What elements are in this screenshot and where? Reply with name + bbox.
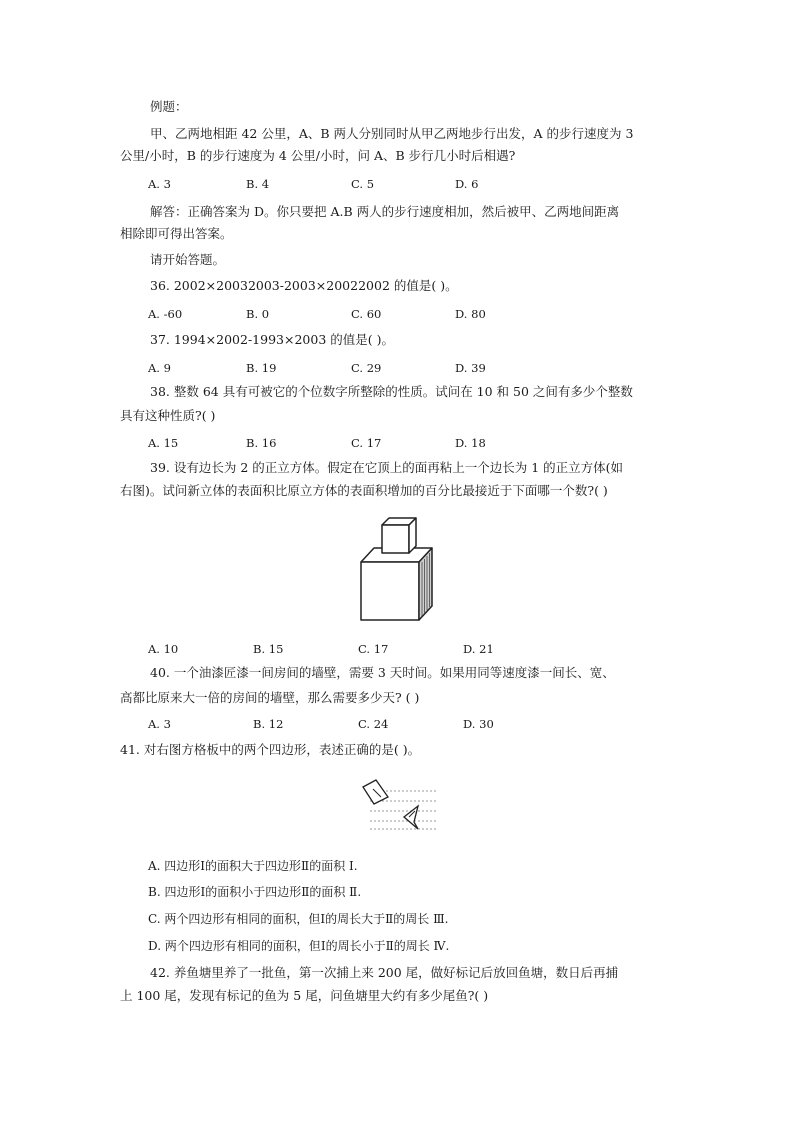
question-39-options xyxy=(148,641,668,657)
example-question-line1: 甲、乙两地相距 42 公里，A、B 两人分别同时从甲乙两地步行出发，A 的步行速度为 3 xyxy=(150,126,634,141)
question-41-option-c: C. 两个四边形有相同的面积，但Ⅰ的周长大于Ⅱ的周长 Ⅲ. xyxy=(148,912,449,926)
option-d: D. 80 xyxy=(455,307,486,321)
question-38-options xyxy=(148,435,668,451)
option-b: B. 19 xyxy=(246,361,277,375)
option-c: C. 29 xyxy=(351,361,382,375)
question-42-line2: 上 100 尾，发现有标记的鱼为 5 尾，问鱼塘里大约有多少尾鱼?( ) xyxy=(120,988,489,1003)
option-c: C. 60 xyxy=(351,307,382,321)
option-c: C. 17 xyxy=(351,436,382,450)
option-d: D. 21 xyxy=(463,642,494,656)
option-b: B. 15 xyxy=(253,642,284,656)
example-options xyxy=(148,176,668,192)
option-a: A. 15 xyxy=(148,436,179,450)
question-40-options xyxy=(148,716,668,732)
quadrilateral-two xyxy=(404,806,418,829)
example-heading: 例题： xyxy=(150,99,188,114)
question-42-line1: 42. 养鱼塘里养了一批鱼，第一次捕上来 200 尾，做好标记后放回鱼塘，数日后再捕 xyxy=(150,965,619,980)
option-a: A. 9 xyxy=(148,361,171,375)
question-41-option-b: B. 四边形Ⅰ的面积小于四边形Ⅱ的面积 Ⅱ. xyxy=(148,885,362,899)
start-prompt: 请开始答题。 xyxy=(150,252,226,267)
large-cube-front-face xyxy=(361,562,419,620)
option-d: D. 18 xyxy=(455,436,486,450)
question-38-line2: 具有这种性质?( ) xyxy=(120,408,216,423)
option-a: A. 10 xyxy=(148,642,179,656)
small-cube-side-face xyxy=(409,518,416,553)
option-c: C. 17 xyxy=(358,642,389,656)
question-37: 37. 1994×2002-1993×2003 的值是( )。 xyxy=(150,332,394,347)
grid-quadrilaterals-figure xyxy=(360,777,440,833)
stacked-cubes-figure xyxy=(352,512,436,624)
question-37-options xyxy=(148,360,668,376)
option-d: D. 30 xyxy=(463,717,494,731)
question-38-line1: 38. 整数 64 具有可被它的个位数字所整除的性质。试问在 10 和 50 之间有多少个整数 xyxy=(150,384,633,399)
large-cube-side-face xyxy=(419,548,432,620)
option-d: D. 6 xyxy=(455,177,479,191)
question-36-options xyxy=(148,306,668,322)
question-36: 36. 2002×20032003-2003×20022002 的值是( )。 xyxy=(150,278,458,293)
question-40-line1: 40. 一个油漆匠漆一间房间的墙壁，需要 3 天时间。如果用同等速度漆一间长、宽、 xyxy=(150,665,615,680)
option-a: A. 3 xyxy=(148,177,171,191)
question-39-line1: 39. 设有边长为 2 的正立方体。假定在它顶上的面再粘上一个边长为 1 的正立方体(如 xyxy=(150,460,624,475)
option-a: A. 3 xyxy=(148,717,171,731)
option-b: B. 16 xyxy=(246,436,277,450)
question-40-line2: 高都比原来大一倍的房间的墙壁，那么需要多少天? ( ) xyxy=(120,690,420,705)
question-41-option-d: D. 两个四边形有相同的面积，但Ⅰ的周长小于Ⅱ的周长 Ⅳ. xyxy=(148,939,450,953)
option-b: B. 0 xyxy=(246,307,270,321)
question-39-line2: 右图)。试问新立体的表面积比原立方体的表面积增加的百分比最接近于下面哪一个数?( ) xyxy=(120,483,608,498)
option-c: C. 5 xyxy=(351,177,375,191)
option-b: B. 4 xyxy=(246,177,270,191)
question-41-option-a: A. 四边形Ⅰ的面积大于四边形Ⅱ的面积 Ⅰ. xyxy=(148,859,358,873)
question-41: 41. 对右图方格板中的两个四边形，表述正确的是( )。 xyxy=(120,742,421,757)
option-c: C. 24 xyxy=(358,717,389,731)
option-b: B. 12 xyxy=(253,717,284,731)
small-cube-front-face xyxy=(382,525,409,553)
option-a: A. -60 xyxy=(148,307,183,321)
example-answer-line2: 相除即可得出答案。 xyxy=(120,226,233,241)
example-answer-line1: 解答：正确答案为 D。你只要把 A.B 两人的步行速度相加，然后被甲、乙两地间距离 xyxy=(150,204,620,219)
option-d: D. 39 xyxy=(455,361,486,375)
example-question-line2: 公里/小时，B 的步行速度为 4 公里/小时，问 A、B 步行几小时后相遇? xyxy=(120,148,516,163)
